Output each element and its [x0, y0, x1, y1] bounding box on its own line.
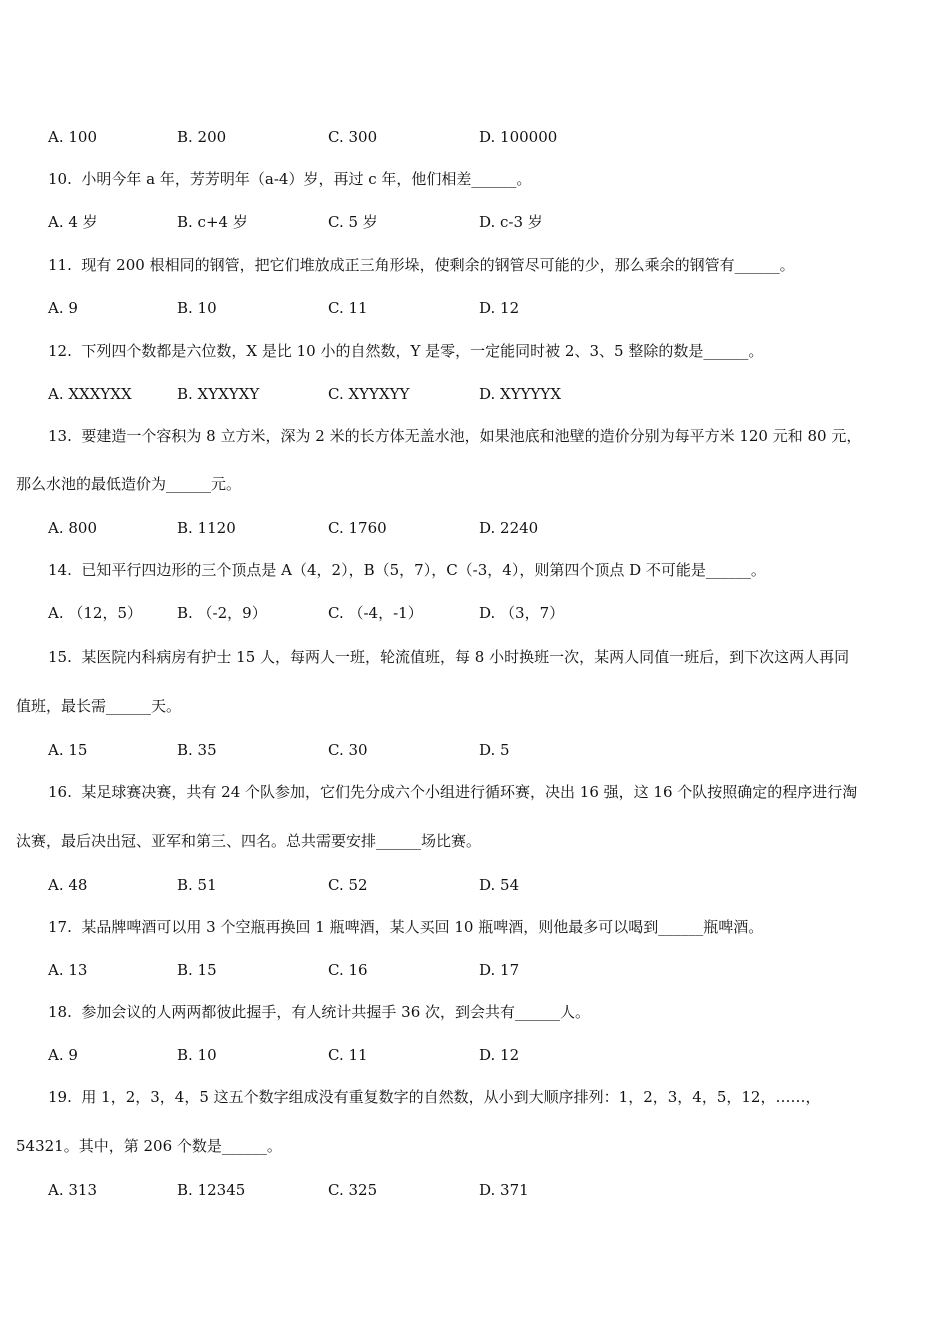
question-stem: 某品牌啤酒可以用 3 个空瓶再换回 1 瓶啤酒，某人买回 10 瓶啤酒，则他最多可以喝到______瓶啤酒。: [81, 918, 764, 936]
option-a: A. 13: [48, 961, 88, 979]
question-16: [0, 780, 950, 804]
option-a: A. XXXYXX: [48, 385, 132, 403]
question-text: [48, 167, 531, 191]
options-row: [0, 873, 950, 897]
question-text: [48, 339, 763, 363]
option-c: C. 16: [328, 961, 368, 979]
option-c: C. 300: [328, 128, 378, 146]
question-14: [0, 558, 950, 582]
question-stem-continued: 值班，最长需______天。: [16, 697, 182, 715]
question-17: [0, 915, 950, 939]
question-text: [48, 1085, 820, 1109]
question-text: [48, 915, 763, 939]
option-a: A. 15: [48, 741, 88, 759]
question-text: [48, 424, 861, 448]
option-b: B. 10: [177, 1046, 217, 1064]
option-c: C. 1760: [328, 519, 387, 537]
question-text: [48, 558, 766, 582]
question-number: 16.: [48, 783, 72, 801]
option-d: D. 17: [479, 961, 520, 979]
option-b: B. 51: [177, 876, 217, 894]
question-11: [0, 253, 950, 277]
option-d: D. （3，7）: [479, 604, 565, 622]
question-number: 14.: [48, 561, 72, 579]
option-b: B. 35: [177, 741, 217, 759]
question-number: 10.: [48, 170, 72, 188]
question-stem: 现有 200 根相同的钢管，把它们堆放成正三角形垛，使剩余的钢管尽可能的少，那么乘余的钢管有______。: [81, 256, 795, 274]
question-number: 13.: [48, 427, 72, 445]
question-number: 12.: [48, 342, 72, 360]
question-15: [0, 645, 950, 669]
question-text: [48, 780, 857, 804]
question-stem: 要建造一个容积为 8 立方米，深为 2 米的长方体无盖水池，如果池底和池壁的造价分别为每平方米 120 元和 80 元，: [81, 427, 862, 445]
question-stem: 某足球赛决赛，共有 24 个队参加，它们先分成六个小组进行循环赛，决出 16 强，这 16 个队按照确定的程序进行淘: [81, 783, 858, 801]
options-row: [0, 125, 950, 149]
option-b: B. 1120: [177, 519, 236, 537]
question-number: 11.: [48, 256, 72, 274]
question-13: [0, 424, 950, 448]
option-c: C. 52: [328, 876, 368, 894]
question-number: 17.: [48, 918, 72, 936]
option-d: D. 12: [479, 1046, 520, 1064]
question-number: 15.: [48, 648, 72, 666]
option-d: D. 12: [479, 299, 520, 317]
question-16-continued: [0, 829, 950, 853]
option-d: D. 100000: [479, 128, 558, 146]
question-number: 18.: [48, 1003, 72, 1021]
option-d: D. 2240: [479, 519, 539, 537]
option-a: A. （12，5）: [48, 604, 142, 622]
question-19-continued: [0, 1134, 950, 1158]
options-row: [0, 1178, 950, 1202]
option-b: B. 15: [177, 961, 217, 979]
question-text: [48, 645, 849, 669]
option-d: D. XYYYYX: [479, 385, 561, 403]
option-d: D. 371: [479, 1181, 529, 1199]
question-19: [0, 1085, 950, 1109]
option-a: A. 800: [48, 519, 97, 537]
option-b: B. XYXYXY: [177, 385, 260, 403]
option-d: D. 54: [479, 876, 520, 894]
option-a: A. 9: [48, 299, 78, 317]
option-b: B. 200: [177, 128, 227, 146]
question-18: [0, 1000, 950, 1024]
question-stem: 下列四个数都是六位数，X 是比 10 小的自然数，Y 是零，一定能同时被 2、3、5 整除的数是______。: [81, 342, 764, 360]
option-b: B. 12345: [177, 1181, 246, 1199]
options-row: [0, 296, 950, 320]
options-row: [0, 516, 950, 540]
question-10: [0, 167, 950, 191]
option-b: B. 10: [177, 299, 217, 317]
option-c: C. 11: [328, 299, 368, 317]
options-row: [0, 1043, 950, 1067]
option-c: C. （-4，-1）: [328, 604, 423, 622]
question-stem: 小明今年 a 年，芳芳明年（a-4）岁，再过 c 年，他们相差______。: [81, 170, 532, 188]
option-d: D. 5: [479, 741, 510, 759]
question-text: [48, 1000, 590, 1024]
question-stem-continued: 汰赛，最后决出冠、亚军和第三、四名。总共需要安排______场比赛。: [16, 832, 482, 850]
question-stem-continued: 那么水池的最低造价为______元。: [16, 475, 242, 493]
option-d: D. c-3 岁: [479, 213, 543, 231]
options-row: [0, 210, 950, 234]
option-c: C. XYYXYY: [328, 385, 410, 403]
question-stem: 用 1，2，3，4，5 这五个数字组成没有重复数字的自然数，从小到大顺序排列：1，2，3，4，5，12，……，: [81, 1088, 821, 1106]
option-a: A. 9: [48, 1046, 78, 1064]
option-b: B. （-2，9）: [177, 604, 267, 622]
option-a: A. 100: [48, 128, 97, 146]
question-13-continued: [0, 472, 950, 496]
options-row: [0, 601, 950, 625]
options-row: [0, 382, 950, 406]
options-row: [0, 738, 950, 762]
question-stem: 已知平行四边形的三个顶点是 A（4，2），B（5，7），C（-3，4），则第四个顶点 D 不可能是______。: [81, 561, 766, 579]
option-c: C. 30: [328, 741, 368, 759]
option-c: C. 325: [328, 1181, 378, 1199]
option-a: A. 4 岁: [48, 213, 98, 231]
question-stem: 参加会议的人两两都彼此握手，有人统计共握手 36 次，到会共有______人。: [81, 1003, 591, 1021]
option-a: A. 313: [48, 1181, 97, 1199]
question-15-continued: [0, 694, 950, 718]
question-stem-continued: 54321。其中，第 206 个数是______。: [16, 1137, 282, 1155]
options-row: [0, 958, 950, 982]
option-c: C. 11: [328, 1046, 368, 1064]
option-c: C. 5 岁: [328, 213, 378, 231]
option-a: A. 48: [48, 876, 88, 894]
question-stem: 某医院内科病房有护士 15 人，每两人一班，轮流值班，每 8 小时换班一次，某两人同值一班后，到下次这两人再同: [81, 648, 850, 666]
option-b: B. c+4 岁: [177, 213, 248, 231]
question-text: [48, 253, 795, 277]
question-12: [0, 339, 950, 363]
question-number: 19.: [48, 1088, 72, 1106]
